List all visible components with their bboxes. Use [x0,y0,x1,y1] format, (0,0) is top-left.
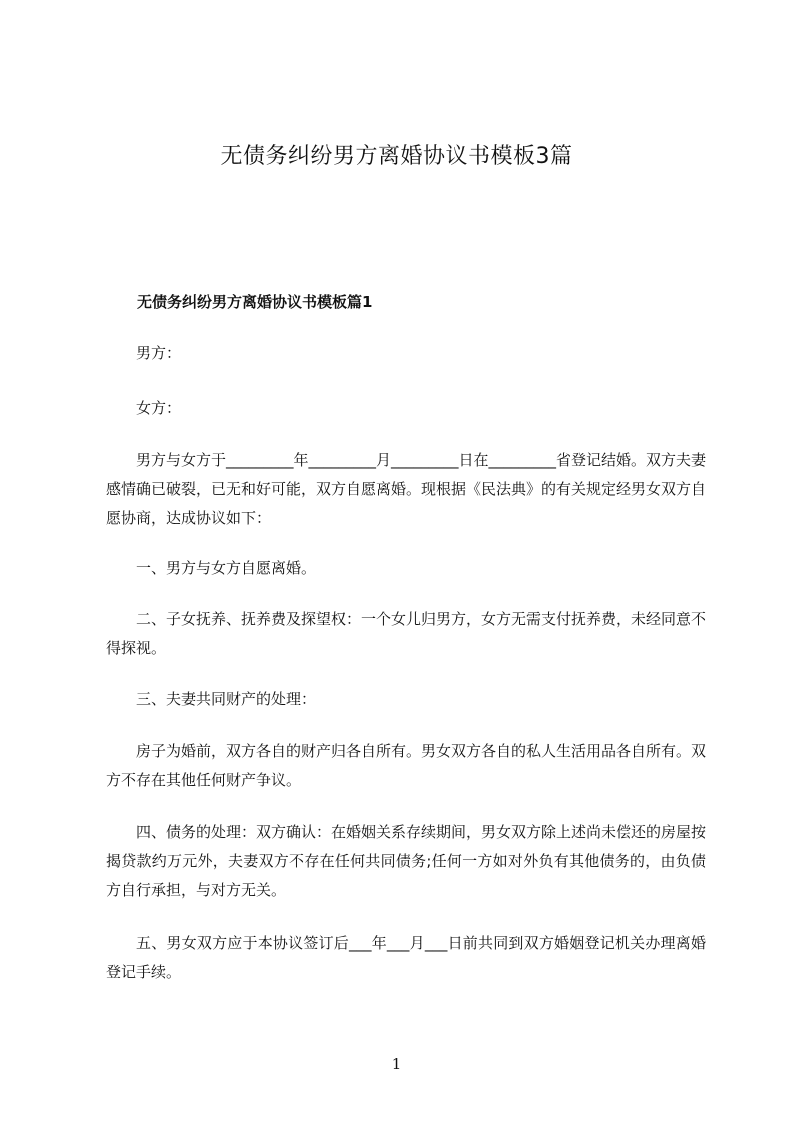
property-paragraph: 房子为婚前，双方各自的财产归各自所有。男女双方各自的私人生活用品各自所有。双方不存在其他任何财产争议。 [106,742,707,789]
party-male-line: 男方： [136,344,182,362]
marriage-registration-paragraph: 男方与女方于_________年_________月_________日在_________省登记结婚。双方夫妻感情确已破裂，已无和好可能，双方自愿离婚。现根据《民法典》的有关规定经男女双方自愿协商，达成协议如下： [106,451,707,527]
party-female-line: 女方： [136,399,182,417]
clause-3-heading-paragraph: 三、夫妻共同财产的处理： [136,690,317,708]
clause-2-paragraph: 二、子女抚养、抚养费及探望权：一个女儿归男方，女方无需支付抚养费，未经同意不得探视。 [106,610,707,657]
clause-1-paragraph: 一、男方与女方自愿离婚。 [136,559,317,577]
document-title: 无债务纠纷男方离婚协议书模板3篇 [220,144,573,169]
clause-4-paragraph: 四、债务的处理：双方确认：在婚姻关系存续期间，男女双方除上述尚未偿还的房屋按揭贷款约万元外，夫妻双方不存在任何共同债务;任何一方如对外负有其他债务的，由负债方自行承担，与对方无关。 [106,823,707,899]
page-number: 1 [391,1055,402,1073]
clause-5-paragraph: 五、男女双方应于本协议签订后___年___月___日前共同到双方婚姻登记机关办理离婚登记手续。 [106,934,706,981]
section-heading: 无债务纠纷男方离婚协议书模板篇1 [137,293,373,311]
